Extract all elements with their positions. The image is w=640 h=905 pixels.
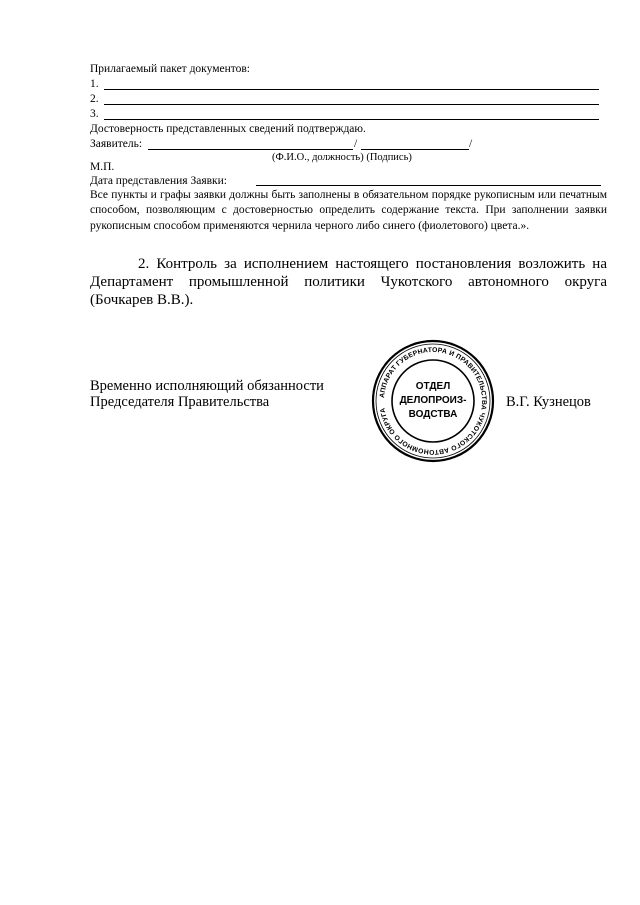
confirmation-text: Достоверность представленных сведений подтверждаю. (90, 123, 366, 135)
applicant-separator-2: / (469, 138, 473, 150)
attachments-heading: Прилагаемый пакет документов: (90, 63, 250, 75)
attachment-item-3: 3. (90, 108, 99, 120)
filling-note: Все пункты и графы заявки должны быть заполнены в обязательном порядке рукописным или печатным способом, позволяющим с достоверностью определить содержание текста. При заполнении заявки рукописным способом применяются чернила черного либо синего (фиолетового) цвета.». (90, 189, 607, 232)
date-line (256, 185, 601, 186)
applicant-label: Заявитель: (90, 138, 143, 150)
applicant-name-line (148, 149, 353, 150)
signatory-position-line2: Председателя Правительства (90, 394, 270, 410)
official-stamp (371, 339, 495, 463)
stamp-center-line3: ВОДСТВА (408, 409, 458, 420)
attachment-line-3 (104, 119, 599, 120)
control-paragraph: 2. Контроль за исполнением настоящего постановления возложить на Департамент промышленной политики Чукотского автономного округа (Бочкарев В.В.). (90, 256, 607, 308)
stamp-center-line2: ДЕЛОПРОИЗ- (399, 395, 467, 406)
stamp-center-line1: ОТДЕЛ (415, 381, 451, 392)
seal-place-label: М.П. (90, 161, 115, 173)
attachment-item-1: 1. (90, 78, 99, 90)
attachment-line-1 (104, 89, 599, 90)
applicant-caption: (Ф.И.О., должность) (Подпись) (272, 152, 412, 163)
stamp-ring-text: АППАРАТ ГУБЕРНАТОРА И ПРАВИТЕЛЬСТВА ЧУКОТСКОГО АВТОНОМНОГО ОКРУГА (379, 346, 488, 456)
applicant-separator-1: / (354, 138, 358, 150)
stamp-graphic (371, 339, 495, 463)
applicant-signature-line (361, 149, 469, 150)
signatory-position-line1: Временно исполняющий обязанности (90, 378, 324, 394)
attachment-item-2: 2. (90, 93, 99, 105)
attachment-line-2 (104, 104, 599, 105)
date-label: Дата представления Заявки: (90, 175, 227, 187)
signatory-name: В.Г. Кузнецов (506, 394, 591, 410)
